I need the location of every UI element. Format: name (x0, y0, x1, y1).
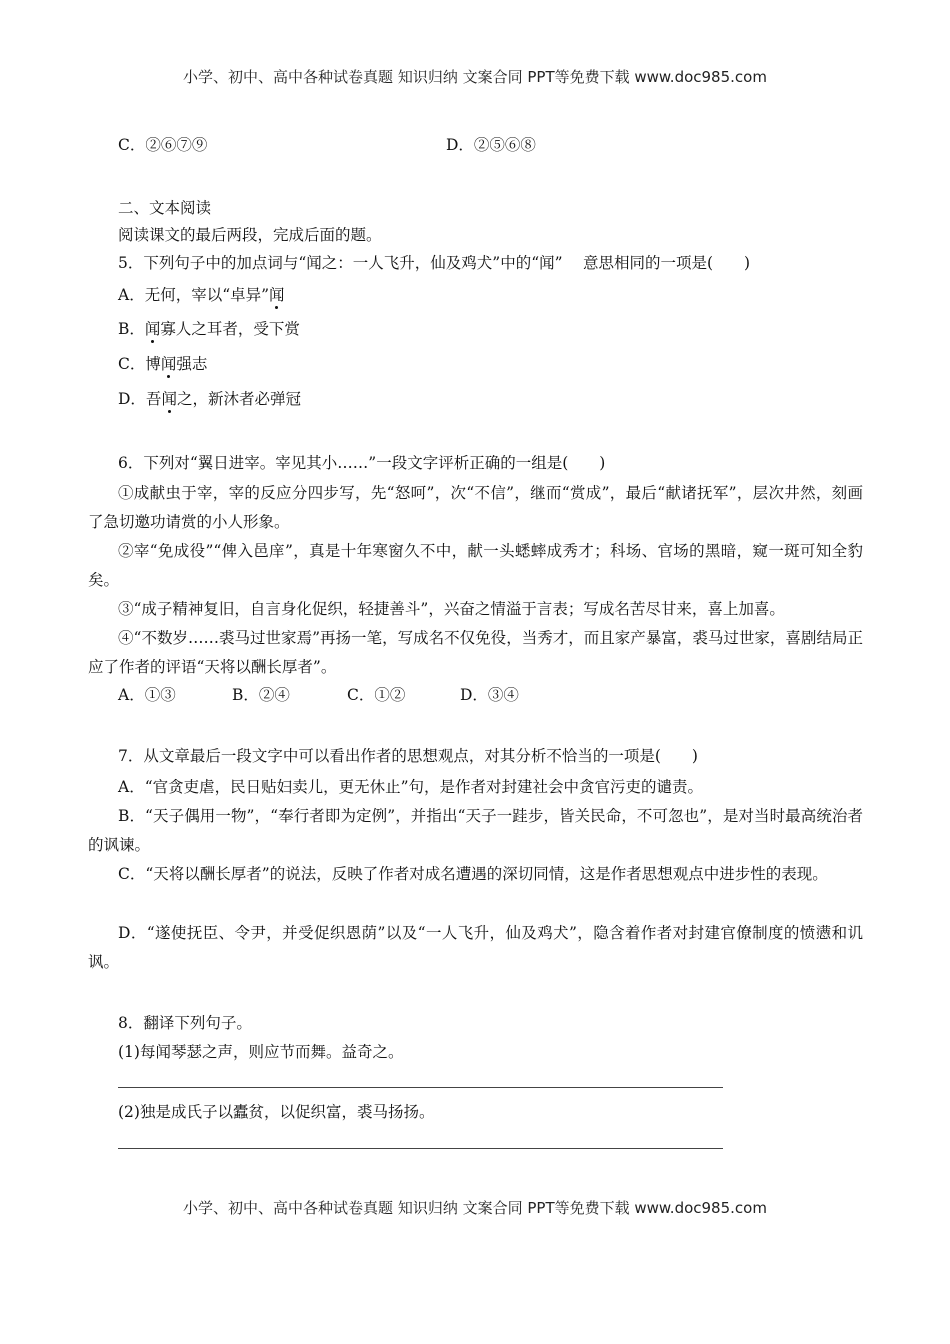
section-title: 二、文本阅读 (118, 199, 212, 217)
q7-stem: 7．从文章最后一段文字中可以看出作者的思想观点，对其分析不恰当的一项是( ) (118, 747, 698, 765)
q8-sentence-2: (2)独是成氏子以蠹贫，以促织富，裘马扬扬。 (118, 1103, 435, 1121)
answer-line-2[interactable] (118, 1148, 723, 1149)
answer-line-1[interactable] (118, 1087, 723, 1088)
prev-option-c: C．②⑥⑦⑨ (118, 136, 208, 154)
q7-option-d: D．“遂使抚臣、令尹，并受促织恩荫”以及“一人飞升，仙及鸡犬”，隐含着作者对封建官僚制度的愤懑和讥讽。 (88, 924, 863, 971)
emphasis-dot-word: 闻 (160, 355, 177, 373)
q5-option-b: B．闻寡人之耳者，受下赏 (118, 320, 300, 338)
q6-stem: 6．下列对“翼日进宰。宰见其小……”一段文字评析正确的一组是( ) (118, 454, 606, 472)
q6-option-a: A．①③ (118, 686, 176, 704)
q8-stem: 8．翻译下列句子。 (118, 1014, 252, 1032)
q7-option-b: B．“天子偶用一物”，“奉行者即为定例”，并指出“天子一跬步，皆关民命，不可忽也”，是对当时最高统治者的讽谏。 (88, 807, 863, 854)
emphasis-dot-word: 闻 (161, 390, 177, 408)
page-footer: 小学、初中、高中各种试卷真题 知识归纳 文案合同 PPT等免费下载 www.doc985.com (183, 1199, 767, 1217)
prev-option-d: D．②⑤⑥⑧ (446, 136, 536, 154)
q6-option-c: C．①② (347, 686, 406, 704)
q6-statement-1: ①成献虫于宰，宰的反应分四步写，先“怒呵”，次“不信”，继而“赏成”，最后“献诸抚军”，层次井然，刻画了急切邀功请赏的小人形象。 (88, 484, 863, 531)
q5-stem: 5．下列句子中的加点词与“闻之：一人飞升，仙及鸡犬”中的“闻” 意思相同的一项是( ) (118, 254, 751, 272)
q7-option-a: A．“官贪吏虐，民日贴妇卖儿，更无休止”句，是作者对封建社会中贪官污吏的谴责。 (118, 778, 704, 796)
emphasis-dot-word: 闻 (269, 286, 285, 304)
q6-option-b: B．②④ (232, 686, 290, 704)
q6-option-d: D．③④ (460, 686, 519, 704)
q7-option-c: C．“天将以酬长厚者”的说法，反映了作者对成名遭遇的深切同情，这是作者思想观点中进步性的表现。 (118, 865, 828, 883)
q6-statement-4: ④“不数岁……裘马过世家焉”再扬一笔，写成名不仅免役，当秀才，而且家产暴富，裘马过世家，喜剧结局正应了作者的评语“天将以酬长厚者”。 (88, 629, 863, 676)
instruction: 阅读课文的最后两段，完成后面的题。 (118, 226, 382, 244)
emphasis-dot-word: 闻 (144, 320, 161, 338)
q8-sentence-1: (1)每闻琴瑟之声，则应节而舞。益奇之。 (118, 1043, 404, 1061)
q6-statement-3: ③“成子精神复旧，自言身化促织，轻捷善斗”，兴奋之情溢于言表；写成名苦尽甘来，喜上加喜。 (118, 600, 785, 618)
q5-option-d: D．吾闻之，新沐者必弹冠 (118, 390, 301, 408)
q6-statement-2: ②宰“免成役”“俾入邑庠”，真是十年寒窗久不中，献一头蟋蟀成秀才；科场、官场的黑暗，窥一斑可知全豹矣。 (88, 542, 863, 589)
q5-option-a: A．无何，宰以“卓异”闻 (118, 286, 285, 304)
page-header: 小学、初中、高中各种试卷真题 知识归纳 文案合同 PPT等免费下载 www.doc985.com (183, 68, 767, 86)
q5-option-c: C．博闻强志 (118, 355, 208, 373)
